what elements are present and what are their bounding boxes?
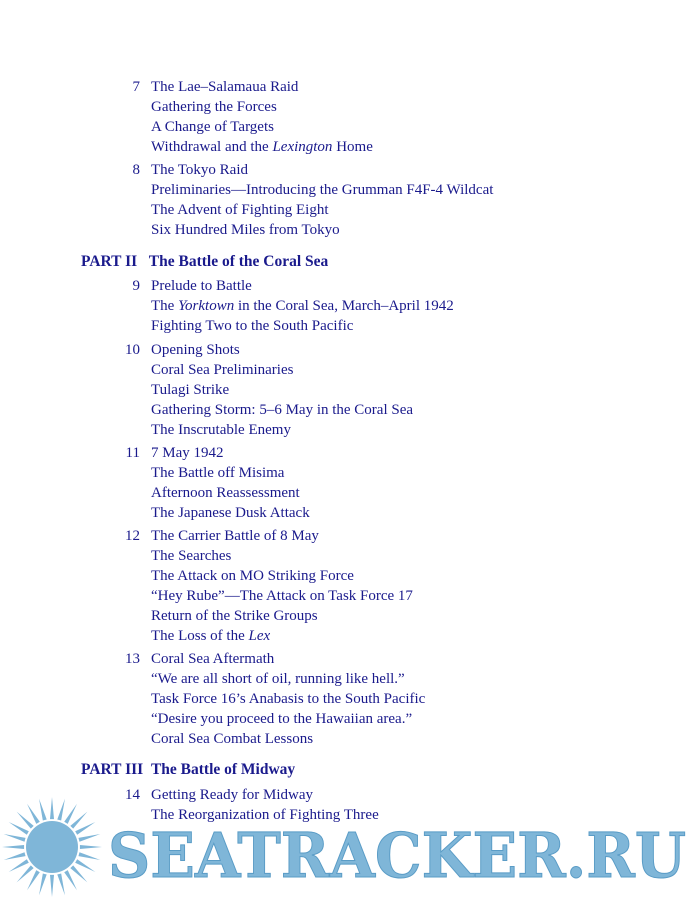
chapter-number: 11 — [125, 445, 140, 461]
section-title: Six Hundred Miles from Tokyo — [151, 222, 340, 238]
sun-ray — [57, 799, 65, 821]
sun-logo-icon — [2, 797, 102, 897]
part-number: PART II — [81, 253, 138, 270]
chapter-number: 14 — [125, 787, 140, 803]
watermark — [0, 790, 698, 899]
chapter-number: 10 — [125, 342, 140, 358]
sun-ray — [78, 852, 100, 860]
section-title: Return of the Strike Groups — [151, 608, 318, 624]
section-title: The Loss of the Lex — [151, 628, 271, 644]
section-title: The Reorganization of Fighting Three — [151, 807, 379, 823]
sun-ray — [80, 845, 102, 849]
sun-ray — [9, 822, 29, 835]
sun-ray — [64, 804, 77, 824]
sun-ray — [4, 852, 26, 860]
section-title: Preliminaries—Introducing the Grumman F4F-4 Wildcat — [151, 182, 494, 198]
chapter-title: Coral Sea Aftermath — [151, 651, 275, 667]
sun-ray — [2, 845, 24, 849]
chapter-title: Getting Ready for Midway — [151, 787, 314, 803]
chapter-title: Prelude to Battle — [151, 278, 252, 294]
part-heading-3 — [81, 760, 681, 780]
part-title: The Battle of the Coral Sea — [148, 253, 329, 270]
chapter-number: 12 — [125, 528, 140, 544]
sun-ray — [75, 859, 95, 872]
sun-ray — [17, 812, 34, 829]
section-title: “We are all short of oil, running like hell.” — [151, 671, 405, 687]
chapter-title: Opening Shots — [151, 342, 240, 358]
section-title: “Desire you proceed to the Hawaiian area.” — [151, 711, 413, 727]
section-title: Gathering the Forces — [151, 99, 277, 115]
sun-ray — [39, 873, 47, 895]
sun-ray — [70, 865, 87, 882]
section-title: Gathering Storm: 5–6 May in the Coral Sea — [151, 402, 414, 418]
sun-ray — [57, 873, 65, 895]
sun-ray — [17, 865, 34, 882]
section-title: Afternoon Reassessment — [151, 485, 300, 501]
watermark-text: SEATRACKER.RU — [108, 819, 686, 892]
sun-ray — [78, 834, 100, 842]
sun-ray — [39, 799, 47, 821]
chapter-title: The Carrier Battle of 8 May — [151, 528, 319, 544]
part-heading-2 — [81, 252, 681, 272]
chapter-title: The Tokyo Raid — [151, 162, 248, 178]
section-title: A Change of Targets — [151, 119, 274, 135]
section-title: The Yorktown in the Coral Sea, March–April 1942 — [151, 298, 454, 314]
section-title: The Searches — [151, 548, 232, 564]
sun-ray — [75, 822, 95, 835]
section-title: The Battle off Misima — [151, 465, 285, 481]
section-title: The Advent of Fighting Eight — [151, 202, 329, 218]
part-number: PART III — [81, 761, 144, 778]
sun-ray — [27, 804, 40, 824]
sun-ray — [70, 812, 87, 829]
sun-ray — [50, 797, 54, 819]
chapter-number: 9 — [132, 278, 140, 294]
sun-ray — [50, 875, 54, 897]
section-title: Coral Sea Combat Lessons — [151, 731, 314, 747]
section-title: Withdrawal and the Lexington Home — [151, 139, 373, 155]
section-title: Coral Sea Preliminaries — [151, 362, 294, 378]
chapter-number: 8 — [132, 162, 140, 178]
section-title: Task Force 16’s Anabasis to the South Pacific — [151, 691, 426, 707]
chapter-title: 7 May 1942 — [151, 445, 224, 461]
section-title: The Japanese Dusk Attack — [151, 505, 310, 521]
part-title: The Battle of Midway — [150, 761, 296, 778]
section-title: The Attack on MO Striking Force — [151, 568, 354, 584]
section-title: “Hey Rube”—The Attack on Task Force 17 — [151, 588, 413, 604]
sun-ray — [4, 834, 26, 842]
section-title: Fighting Two to the South Pacific — [151, 318, 354, 334]
chapter-number: 7 — [132, 79, 140, 95]
section-title: The Inscrutable Enemy — [151, 422, 291, 438]
chapter-title: The Lae–Salamaua Raid — [151, 79, 299, 95]
sun-ray — [9, 859, 29, 872]
chapter-number: 13 — [125, 651, 140, 667]
section-title: Tulagi Strike — [151, 382, 230, 398]
sun-ray — [27, 870, 40, 890]
sun-ray — [64, 870, 77, 890]
